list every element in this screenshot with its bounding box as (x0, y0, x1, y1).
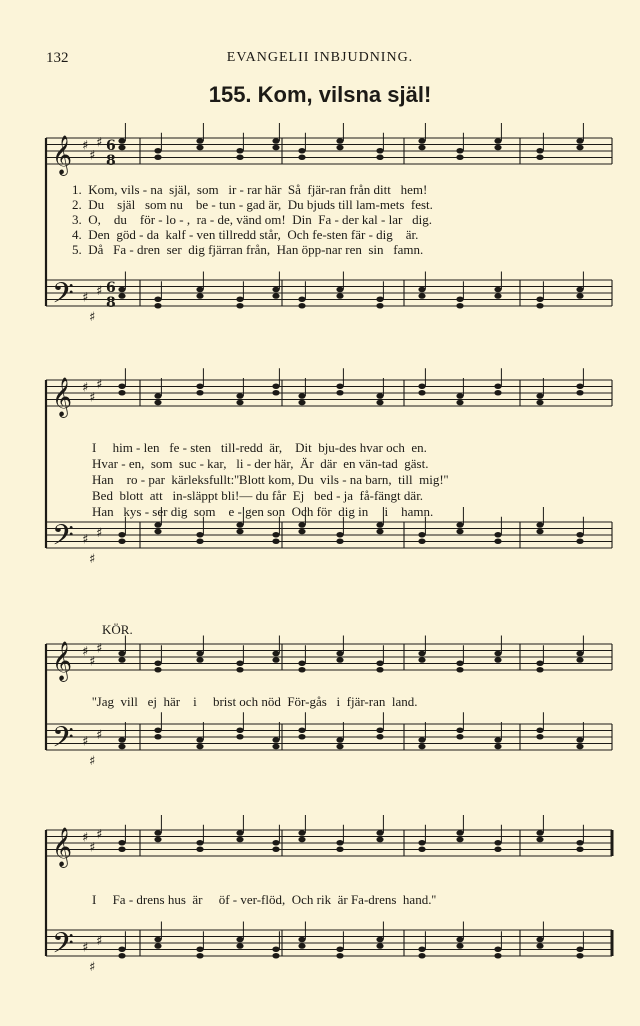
note-head (536, 943, 543, 949)
note-head (118, 145, 125, 151)
note-head (272, 287, 279, 293)
note-head (336, 293, 343, 299)
note-head (154, 522, 161, 528)
music-system-1 (40, 112, 612, 342)
key-sharp: ♯ (89, 309, 96, 325)
note-head (376, 667, 383, 673)
lyric-line: Han ro - par kärleksfullt:''Blott kom, Du vils - na barn, till mig!'' (92, 472, 449, 487)
lyric-line: I him - len fe - sten till-redd är, Dit bju-des hvar och en. (92, 440, 427, 455)
note-head (154, 303, 161, 309)
note-head (236, 830, 243, 836)
note-head (576, 846, 583, 852)
note-head (494, 390, 501, 396)
note-head (376, 734, 383, 740)
note-head (536, 522, 543, 528)
lyric-line: ''Jag vill ej här i brist och nöd För-gås i fjär-ran land. (92, 694, 418, 709)
key-sharp: ♯ (89, 654, 96, 670)
note-head (376, 393, 383, 399)
note-head (118, 287, 125, 293)
note-head (154, 154, 161, 160)
note-head (576, 651, 583, 657)
lyric-line: 3. O, du för - lo - , ra - de, vänd om! Din Fa - der kal - lar dig. (72, 212, 432, 227)
note-head (272, 532, 279, 538)
note-head (236, 393, 243, 399)
note-head (456, 937, 463, 943)
note-head (118, 946, 125, 952)
note-head (576, 293, 583, 299)
note-head (418, 840, 425, 846)
note-head (118, 532, 125, 538)
note-head (298, 529, 305, 535)
key-sharp: ♯ (89, 753, 96, 769)
note-head (576, 744, 583, 750)
note-head (418, 657, 425, 663)
note-head (336, 532, 343, 538)
note-head (298, 943, 305, 949)
note-head (576, 383, 583, 389)
note-head (576, 145, 583, 151)
key-sharp: ♯ (89, 148, 96, 164)
note-head (236, 522, 243, 528)
note-head (494, 287, 501, 293)
key-sharp: ♯ (89, 551, 96, 567)
note-head (456, 296, 463, 302)
note-head (298, 937, 305, 943)
note-head (576, 390, 583, 396)
lyric-line: 2. Du själ som nu be - tun - gad är, Du bjuds till lam-mets fest. (72, 197, 433, 212)
note-head (418, 293, 425, 299)
note-head (298, 522, 305, 528)
note-head (536, 727, 543, 733)
note-head (456, 148, 463, 154)
note-head (418, 138, 425, 144)
note-head (536, 734, 543, 740)
treble-clef: 𝄞 (52, 377, 73, 417)
note-head (236, 667, 243, 673)
note-head (336, 383, 343, 389)
hymn-title: 155. Kom, vilsna själ! (208, 82, 432, 107)
key-sharp: ♯ (96, 135, 103, 151)
note-head (196, 145, 203, 151)
note-head (376, 727, 383, 733)
note-head (154, 667, 161, 673)
lyric-line: 5. Då Fa - dren ser dig fjärran från, Han öpp-nar ren sin famn. (72, 242, 424, 257)
note-head (196, 651, 203, 657)
note-head (536, 296, 543, 302)
note-head (418, 846, 425, 852)
bass-clef: 𝄢 (52, 519, 74, 559)
note-head (494, 953, 501, 959)
note-head (118, 383, 125, 389)
key-sharp: ♯ (96, 283, 103, 299)
note-head (272, 651, 279, 657)
note-head (494, 946, 501, 952)
lyric-line: I Fa - drens hus är öf - ver-flöd, Och rik är Fa-drens hand.'' (92, 892, 437, 907)
note-head (376, 937, 383, 943)
lyric-line: 1. Kom, vils - na själ, som ir - rar här Så fjär-ran från ditt hem! (72, 182, 428, 197)
lyric-line: Han kys - ser dig som e - gen son Och för dig in i hamn. (92, 504, 434, 519)
note-head (154, 830, 161, 836)
note-head (336, 538, 343, 544)
note-head (418, 946, 425, 952)
key-sharp: ♯ (96, 525, 103, 541)
note-head (154, 296, 161, 302)
note-head (272, 145, 279, 151)
note-head (154, 529, 161, 535)
note-head (494, 293, 501, 299)
note-head (376, 830, 383, 836)
note-head (376, 943, 383, 949)
key-sharp: ♯ (96, 727, 103, 743)
key-sharp: ♯ (96, 827, 103, 843)
note-head (272, 293, 279, 299)
note-head (196, 744, 203, 750)
note-head (576, 737, 583, 743)
note-head (576, 657, 583, 663)
key-sharp: ♯ (89, 840, 96, 856)
note-head (196, 657, 203, 663)
note-head (272, 390, 279, 396)
note-head (336, 287, 343, 293)
note-head (494, 737, 501, 743)
treble-clef: 𝄞 (52, 135, 73, 175)
note-head (298, 148, 305, 154)
note-head (236, 660, 243, 666)
lyric-line: Hvar - en, som suc - kar, li - der här, Är där en vän-tad gäst. (92, 456, 429, 471)
note-head (298, 830, 305, 836)
note-head (154, 727, 161, 733)
note-head (376, 522, 383, 528)
note-head (154, 393, 161, 399)
note-head (298, 734, 305, 740)
time-signature-bottom: 8 (106, 153, 116, 169)
note-head (456, 830, 463, 836)
key-sharp: ♯ (89, 390, 96, 406)
note-head (494, 138, 501, 144)
note-head (154, 837, 161, 843)
key-sharp: ♯ (96, 641, 103, 657)
note-head (196, 138, 203, 144)
note-head (236, 937, 243, 943)
note-head (118, 953, 125, 959)
note-head (154, 400, 161, 406)
note-head (456, 837, 463, 843)
note-head (196, 538, 203, 544)
note-head (536, 154, 543, 160)
note-head (576, 953, 583, 959)
note-head (494, 532, 501, 538)
key-sharp: ♯ (89, 959, 96, 975)
note-head (154, 937, 161, 943)
note-head (298, 400, 305, 406)
note-head (376, 154, 383, 160)
key-sharp: ♯ (96, 377, 103, 393)
note-head (154, 148, 161, 154)
note-head (196, 946, 203, 952)
note-head (196, 737, 203, 743)
note-head (196, 287, 203, 293)
treble-clef: 𝄞 (52, 827, 73, 867)
note-head (196, 390, 203, 396)
note-head (118, 840, 125, 846)
note-head (576, 538, 583, 544)
note-head (236, 529, 243, 535)
note-head (536, 393, 543, 399)
note-head (418, 383, 425, 389)
lyric-line: Bed blott att in-släppt bli!— du får Ej bed - ja få-fängt där. (92, 488, 424, 503)
note-head (336, 657, 343, 663)
key-sharp: ♯ (82, 380, 89, 396)
time-signature-top: 6 (106, 280, 116, 296)
note-head (154, 734, 161, 740)
key-sharp: ♯ (82, 532, 89, 548)
note-head (272, 744, 279, 750)
note-head (336, 946, 343, 952)
note-head (236, 734, 243, 740)
note-head (494, 744, 501, 750)
note-head (118, 390, 125, 396)
bass-clef: 𝄢 (52, 721, 74, 761)
key-sharp: ♯ (96, 933, 103, 949)
note-head (456, 727, 463, 733)
note-head (456, 734, 463, 740)
note-head (576, 946, 583, 952)
music-system-4 (40, 818, 612, 993)
note-head (576, 138, 583, 144)
note-head (376, 303, 383, 309)
note-head (336, 846, 343, 852)
treble-clef: 𝄞 (52, 641, 73, 681)
note-head (118, 744, 125, 750)
time-signature-bottom: 8 (106, 295, 116, 311)
note-head (272, 538, 279, 544)
note-head (418, 532, 425, 538)
note-head (456, 667, 463, 673)
note-head (536, 660, 543, 666)
music-system-2 (40, 358, 612, 588)
note-head (236, 154, 243, 160)
note-head (196, 953, 203, 959)
note-head (272, 138, 279, 144)
note-head (118, 538, 125, 544)
note-head (536, 148, 543, 154)
note-head (494, 538, 501, 544)
note-head (298, 660, 305, 666)
note-head (418, 390, 425, 396)
note-head (298, 154, 305, 160)
note-head (118, 651, 125, 657)
note-head (272, 840, 279, 846)
note-head (236, 148, 243, 154)
key-sharp: ♯ (82, 644, 89, 660)
note-head (494, 840, 501, 846)
note-head (236, 400, 243, 406)
note-head (376, 400, 383, 406)
note-head (196, 293, 203, 299)
note-head (298, 837, 305, 843)
note-head (494, 383, 501, 389)
note-head (494, 145, 501, 151)
note-head (272, 737, 279, 743)
key-sharp: ♯ (82, 138, 89, 154)
note-head (456, 303, 463, 309)
time-signature-top: 6 (106, 138, 116, 154)
note-head (494, 846, 501, 852)
note-head (376, 837, 383, 843)
note-head (536, 830, 543, 836)
note-head (236, 943, 243, 949)
music-system-3 (40, 618, 612, 788)
note-head (456, 522, 463, 528)
note-head (456, 400, 463, 406)
page-header (0, 46, 640, 70)
note-head (456, 943, 463, 949)
note-head (336, 744, 343, 750)
note-head (456, 393, 463, 399)
note-head (236, 837, 243, 843)
note-head (196, 840, 203, 846)
note-head (576, 840, 583, 846)
note-head (336, 737, 343, 743)
note-head (298, 393, 305, 399)
key-sharp: ♯ (82, 290, 89, 306)
note-head (118, 846, 125, 852)
note-head (154, 660, 161, 666)
note-head (418, 538, 425, 544)
note-head (272, 657, 279, 663)
note-head (418, 737, 425, 743)
note-head (494, 651, 501, 657)
note-head (118, 293, 125, 299)
note-head (376, 529, 383, 535)
note-head (376, 148, 383, 154)
note-head (196, 383, 203, 389)
note-head (494, 657, 501, 663)
note-head (336, 145, 343, 151)
note-head (576, 532, 583, 538)
note-head (536, 937, 543, 943)
note-head (236, 296, 243, 302)
running-head: EVANGELII INBJUDNING. (226, 50, 414, 65)
note-head (456, 529, 463, 535)
note-head (536, 400, 543, 406)
note-head (536, 303, 543, 309)
note-head (118, 737, 125, 743)
note-head (272, 946, 279, 952)
note-head (154, 943, 161, 949)
note-head (336, 840, 343, 846)
note-head (298, 667, 305, 673)
note-head (376, 296, 383, 302)
note-head (376, 660, 383, 666)
page-number: 132 (46, 50, 69, 66)
note-head (298, 727, 305, 733)
bass-clef: 𝄢 (52, 927, 74, 967)
key-sharp: ♯ (82, 830, 89, 846)
note-head (118, 138, 125, 144)
note-head (272, 383, 279, 389)
chorus-label: KÖR. (102, 622, 133, 637)
note-head (456, 660, 463, 666)
note-head (336, 390, 343, 396)
note-head (272, 953, 279, 959)
note-head (418, 744, 425, 750)
note-head (418, 953, 425, 959)
note-head (536, 529, 543, 535)
note-head (418, 287, 425, 293)
note-head (418, 651, 425, 657)
note-head (536, 667, 543, 673)
note-head (576, 287, 583, 293)
key-sharp: ♯ (82, 734, 89, 750)
key-sharp: ♯ (82, 940, 89, 956)
note-head (236, 303, 243, 309)
note-head (196, 846, 203, 852)
note-head (336, 953, 343, 959)
note-head (418, 145, 425, 151)
note-head (236, 727, 243, 733)
note-head (336, 651, 343, 657)
note-head (298, 303, 305, 309)
note-head (336, 138, 343, 144)
note-head (272, 846, 279, 852)
note-head (196, 532, 203, 538)
note-head (118, 657, 125, 663)
bass-clef: 𝄢 (52, 277, 74, 317)
note-head (298, 296, 305, 302)
lyric-line: 4. Den göd - da kalf - ven tillredd står, Och fe-sten fär - dig är. (72, 227, 419, 242)
note-head (536, 837, 543, 843)
note-head (456, 154, 463, 160)
